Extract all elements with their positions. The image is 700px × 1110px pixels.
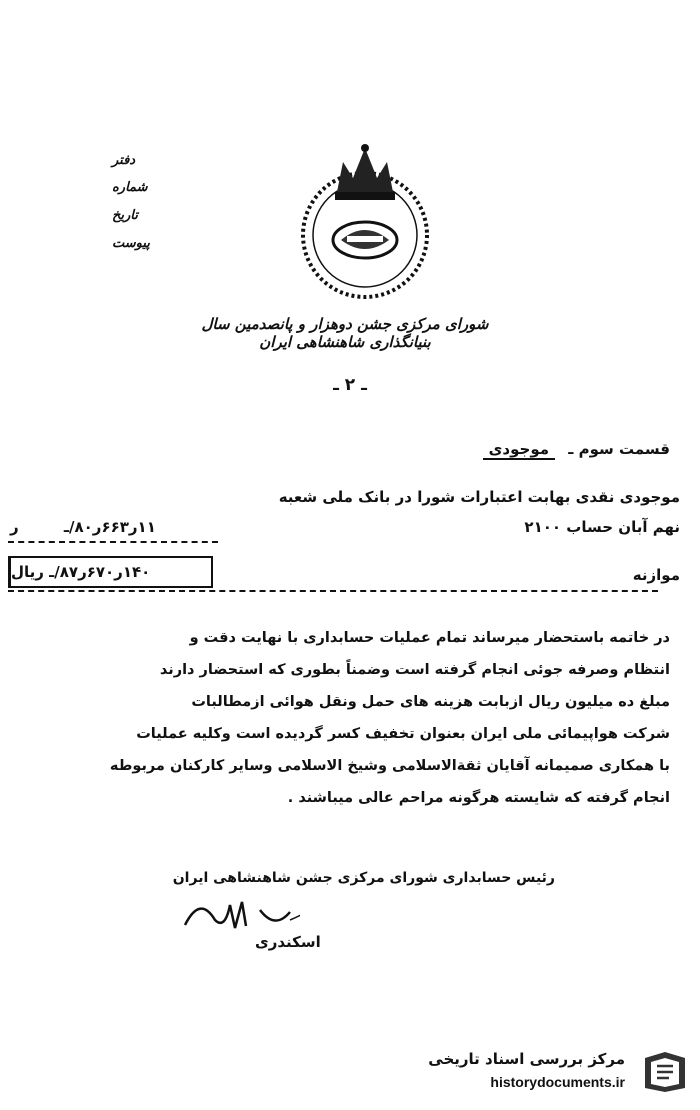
amount-1-suffix: ر <box>10 518 19 536</box>
closing-paragraph <box>60 622 670 814</box>
archive-logo-icon <box>641 1050 689 1094</box>
page-number: ـ ۲ ـ <box>333 375 367 395</box>
section-label: قسمت سوم ـ <box>568 440 670 458</box>
paragraph-line: شرکت هواپیمائی ملی ایران بعنوان تخفیف کسر گردیده است وکلیه عملیات <box>136 726 670 742</box>
footer-watermark <box>405 1048 695 1096</box>
balance-line-1: موجودی نقدی بهابت اعتبارات شورا در بانک ملی شعبه <box>278 488 680 506</box>
balance-line-2: نهم آبان حساب ۲۱۰۰ <box>524 518 680 536</box>
meta-label-attachment: پیوست <box>112 236 150 251</box>
paragraph-line: انجام گرفته که شایسته هرگونه مراحم عالی میباشند . <box>287 790 670 806</box>
total-dashed-line <box>8 590 658 592</box>
paragraph-line: مبلغ ده میلیون ریال ازبابت هزینه های حمل ونقل هوائی ازمطالبات <box>191 694 670 710</box>
organization-name: شورای مرکزی جشن دوهزار و پانصدمین سال بنیانگذاری شاهنشاهی ایران <box>201 315 489 351</box>
signatory-name: اسکندری <box>255 933 321 951</box>
meta-label-number: شماره <box>112 180 148 195</box>
footer-website: historydocuments.ir <box>490 1074 625 1090</box>
footer-org-name: مرکز بررسی اسناد تاریخی <box>428 1050 625 1068</box>
handwritten-signature <box>180 890 300 935</box>
signature-title: رئیس حسابداری شورای مرکزی جشن شاهنشاهی ایران <box>172 870 555 886</box>
section-header <box>483 440 670 458</box>
amount-underline <box>8 541 218 543</box>
paragraph-line: انتظام وصرفه جوئی انجام گرفته است وضمناً بطوری که استحضار دارند <box>159 662 670 678</box>
meta-label-date: تاریخ <box>112 208 138 223</box>
crown-seal-emblem <box>285 140 445 300</box>
section-heading: موجودی <box>483 440 555 460</box>
amount-2-box <box>8 556 213 588</box>
paragraph-line: در خاتمه باستحضار میرساند تمام عملیات حسابداری با نهایت دقت و <box>189 630 670 646</box>
total-label: موازنه <box>632 566 680 584</box>
amount-row-1 <box>10 518 156 536</box>
paragraph-line: با همکاری صمیمانه آقایان ثقةالاسلامی وشیخ الاسلامی وسایر کارکنان مربوطه <box>109 758 670 774</box>
amount-1: ۱۱ر۶۶۳ر۸۰/ـ <box>63 518 156 536</box>
amount-2: ۱۴۰ر۶۷۰ر۸۷/ـ ریال <box>11 563 151 581</box>
meta-label-office: دفتر <box>112 153 136 168</box>
